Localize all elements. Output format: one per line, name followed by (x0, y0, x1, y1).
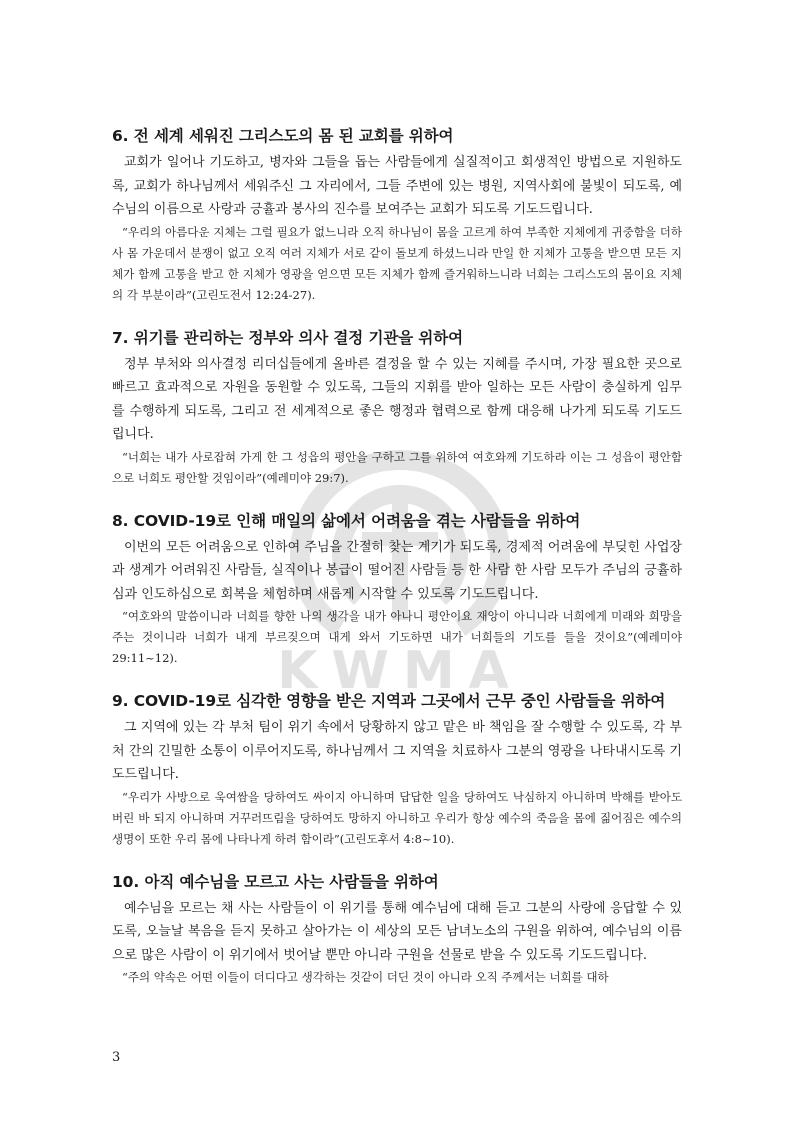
prayer-section-8 (112, 509, 682, 670)
section-heading: 7. 위기를 관리하는 정부와 의사 결정 기관을 위하여 (112, 328, 464, 347)
section-heading: 9. COVID-19로 심각한 영향을 받은 지역과 그곳에서 근무 중인 사람들을 위하여 (112, 692, 666, 710)
prayer-section-10 (112, 870, 682, 989)
section-body: 예수님을 모르는 채 사는 사람들이 이 위기를 통해 예수님에 대해 듣고 그분의 사랑에 응답할 수 있도록, 오늘날 복음을 듣지 못하고 살아가는 이 세상의 모든 남녀노소의 구원을 위하여, 예수님의 이름으로 많은 사람이 이 위기에서 벗어날 뿐만 아니라 구원을 선물로 받을 수 있도록 기도드립니다. (112, 900, 682, 963)
section-heading: 8. COVID-19로 인해 매일의 삶에서 어려움을 겪는 사람들을 위하여 (112, 511, 581, 530)
section-body: 정부 부처와 의사결정 리더십들에게 올바른 결정을 할 수 있는 지혜를 주시며, 가장 필요한 곳으로 빠르고 효과적으로 자원을 동원할 수 있도록, 그들의 지휘를 받아 일하는 모든 사람이 충실하게 임무를 수행하게 되도록, 그리고 전 세계적으로 좋은 행정과 협력으로 함께 대응해 나가게 되도록 기도드립니다. (112, 356, 682, 442)
section-heading: 6. 전 세계 세워진 그리스도의 몸 된 교회를 위하여 (112, 127, 454, 145)
page-content (112, 124, 682, 1008)
scripture-quote: “여호와의 말씀이니라 너희를 향한 나의 생각을 내가 아나니 평안이요 재앙이 아니니라 너희에게 미래와 희망을 주는 것이니라 너희가 내게 부르짖으며 내게 와서 기도하면 내가 너희들의 기도를 들을 것이요”(예레미야 29:11~12). (112, 609, 682, 665)
section-body: 교회가 일어나 기도하고, 병자와 그들을 돕는 사람들에게 실질적이고 회생적인 방법으로 지원하도록, 교회가 하나님께서 세워주신 그 자리에서, 그들 주변에 있는 병원, 지역사회에 불빛이 되도록, 예수님의 이름으로 사랑과 긍휼과 봉사의 진수를 보여주는 교회가 되도록 기도드립니다. (112, 155, 682, 217)
prayer-section-7 (112, 326, 682, 489)
watermark-text: KWMA (277, 641, 523, 700)
scripture-quote: “우리의 아름다운 지체는 그럴 필요가 없느니라 오직 하나님이 몸을 고르게 하여 부족한 지체에게 귀중함을 더하사 몸 가운데서 분쟁이 없고 오직 여러 지체가 서로 같이 돌보게 하셨느니라 만일 한 지체가 고통을 받으면 모든 지체가 함께 고통을 받고 한 지체가 영광을 얻으면 모든 지체가 함께 즐거워하느니라 너희는 그리스도의 몸이요 지체의 각 부분이라”(고린도전서 12:24-27). (112, 224, 682, 302)
section-body: 그 지역에 있는 각 부처 팀이 위기 속에서 당황하지 않고 맡은 바 책임을 잘 수행할 수 있도록, 각 부처 간의 긴밀한 소통이 이루어지도록, 하나님께서 그 지역을 치료하사 그분의 영광을 나타내시도록 기도드립니다. (112, 720, 682, 782)
prayer-section-9 (112, 689, 682, 850)
scripture-quote: “우리가 사방으로 욱여쌈을 당하여도 싸이지 아니하며 답답한 일을 당하여도 낙심하지 아니하며 박해를 받아도 버린 바 되지 아니하며 거꾸러뜨림을 당하여도 망하지 아니하고 우리가 항상 예수의 죽음을 몸에 짊어짐은 예수의 생명이 또한 우리 몸에 나타나게 하려 함이라”(고린도후서 4:8~10). (112, 789, 682, 846)
prayer-section-6 (112, 124, 682, 306)
scripture-quote: “주의 약속은 어떤 이들이 더디다고 생각하는 것같이 더딘 것이 아니라 오직 주께서는 너희를 대하 (122, 970, 609, 984)
section-body: 이번의 모든 어려움으로 인하여 주님을 간절히 찾는 계기가 되도록, 경제적 어려움에 부딪힌 사업장과 생계가 어려워진 사람들, 실직이나 봉급이 떨어진 사람들 등 한 사람 한 사람 모두가 주님의 긍휼하심과 인도하심으로 회복을 체험하며 새롭게 시작할 수 있도록 기도드립니다. (112, 539, 682, 602)
page-number: 3 (112, 1050, 121, 1065)
scripture-quote: “너희는 내가 사로잡혀 가게 한 그 성읍의 평안을 구하고 그를 위하여 여호와께 기도하라 이는 그 성읍이 평안함으로 너희도 평안할 것임이라”(예레미야 29:7). (112, 449, 682, 485)
section-heading: 10. 아직 예수님을 모르고 사는 사람들을 위하여 (112, 872, 439, 891)
